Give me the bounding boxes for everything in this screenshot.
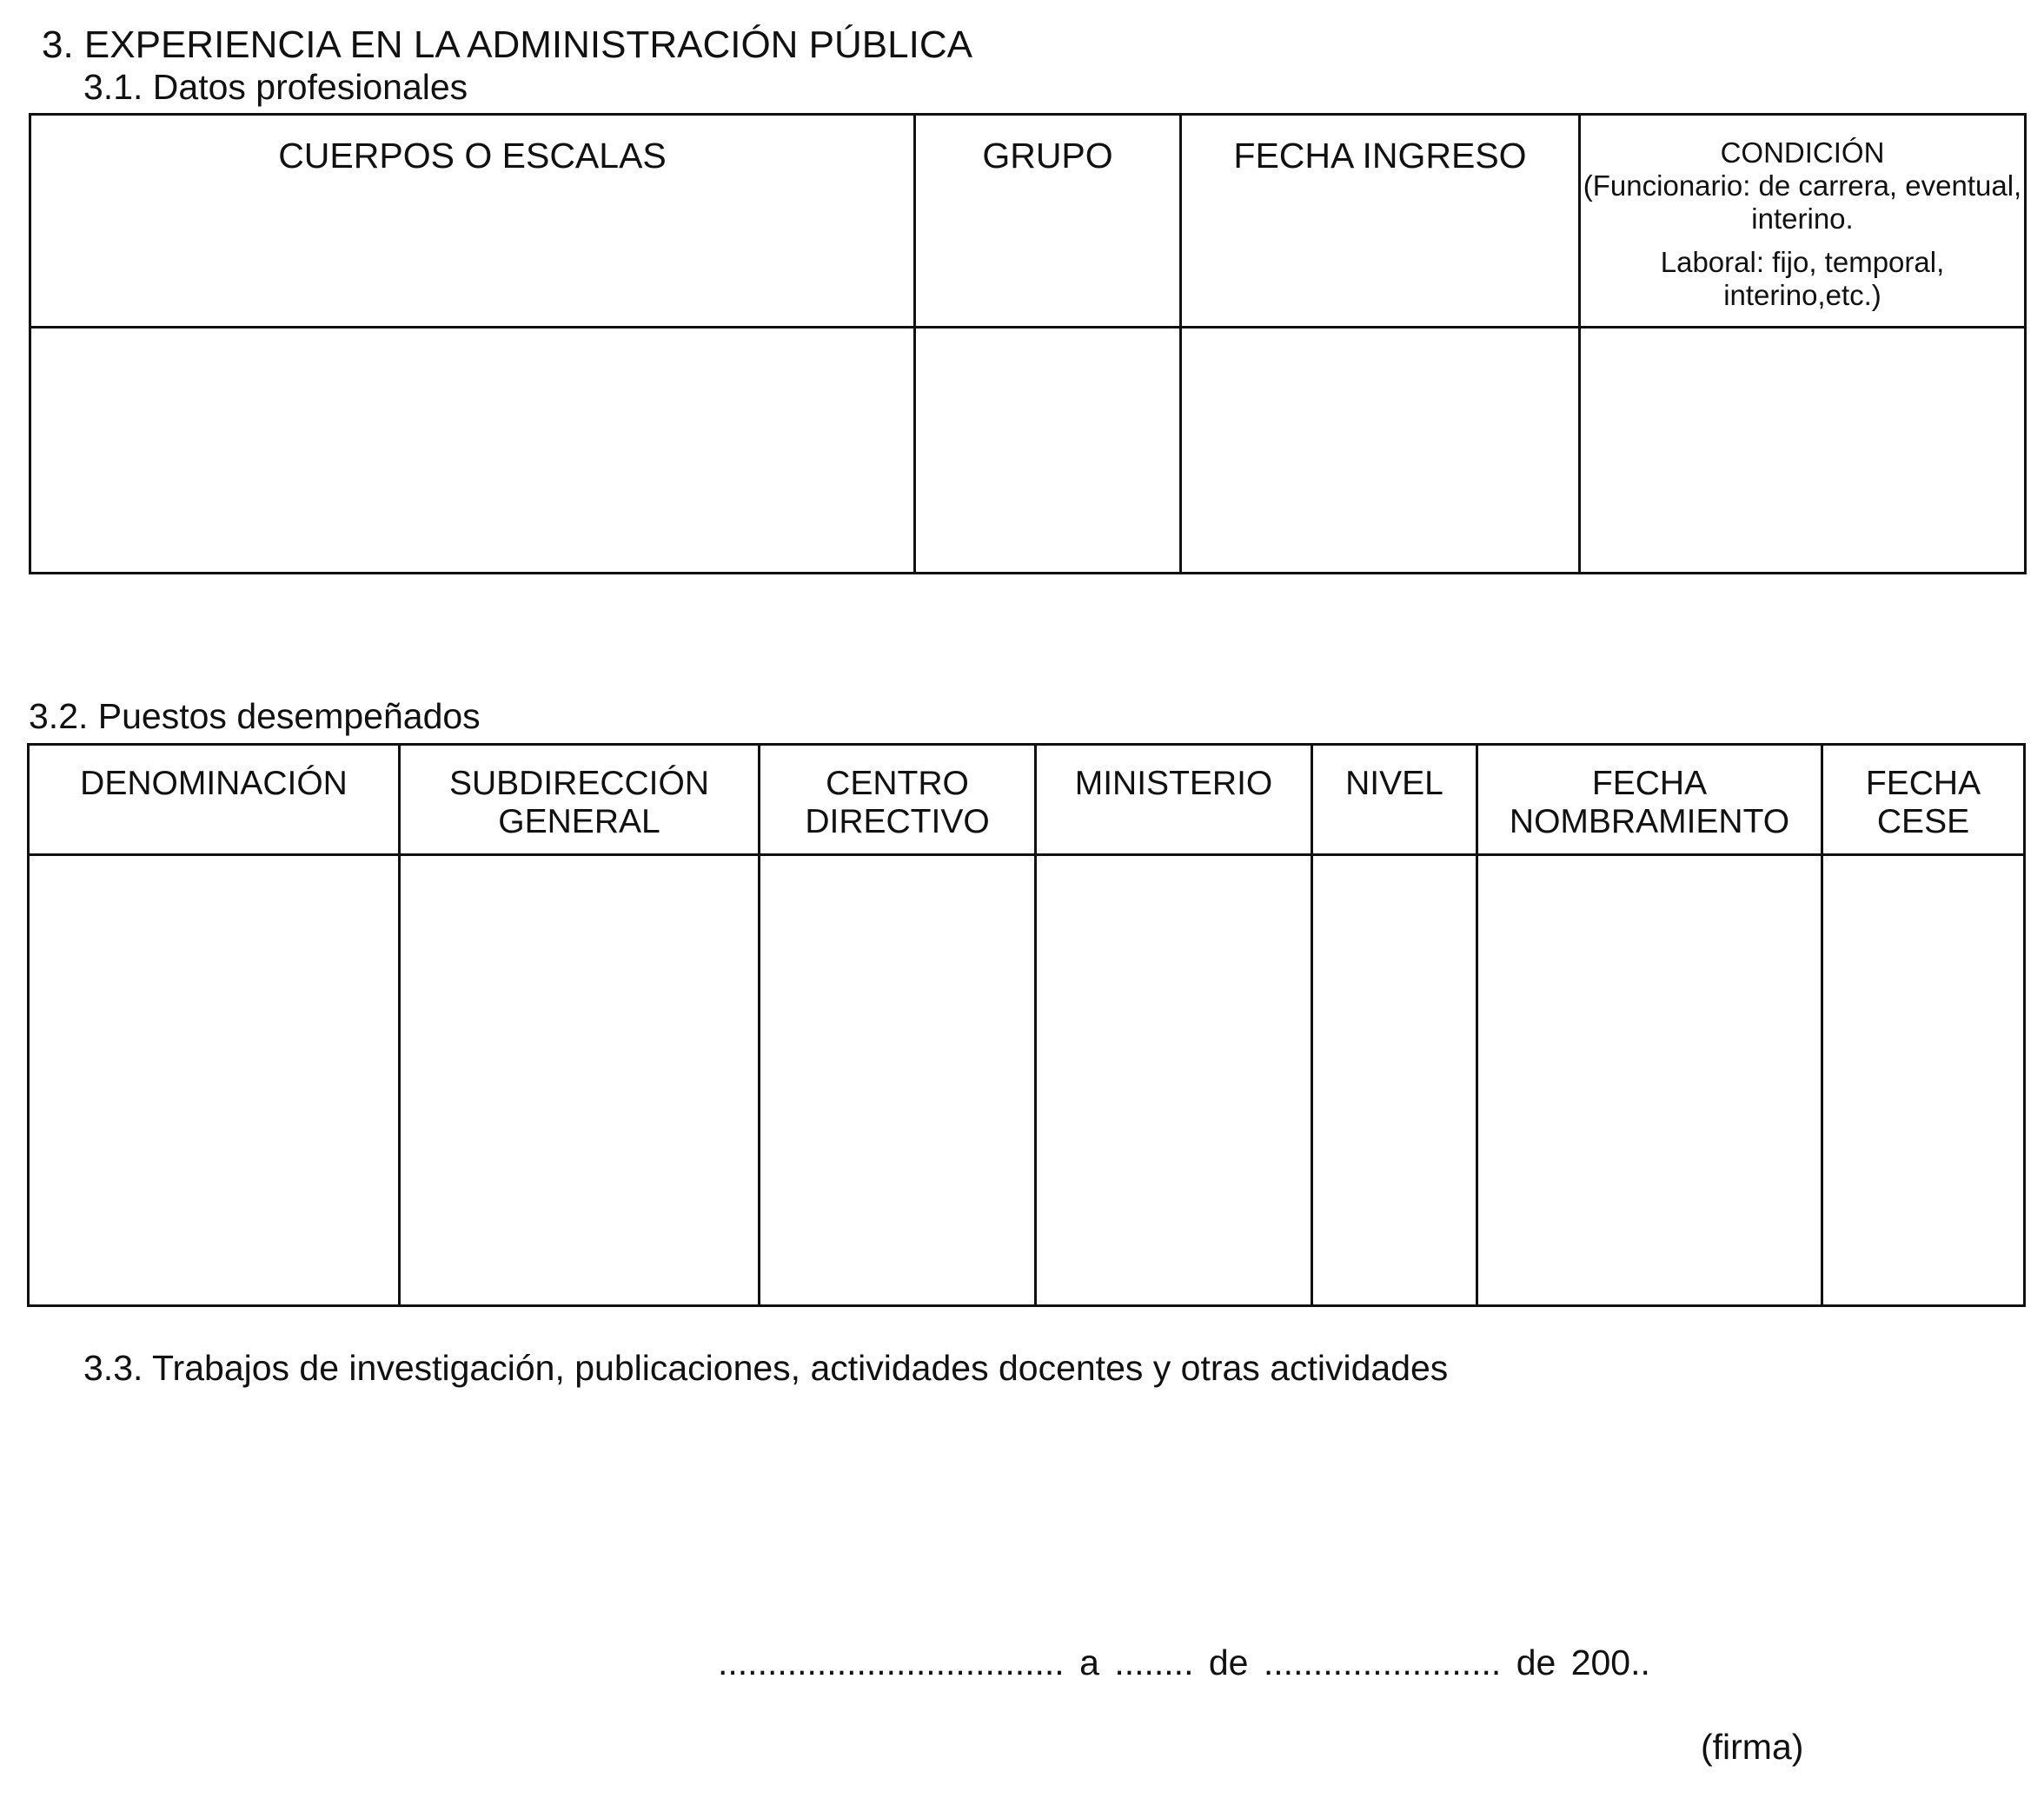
header-label: SUBDIRECCIÓN GENERAL bbox=[448, 765, 710, 840]
header-label: NIVEL bbox=[1345, 765, 1443, 802]
table-header-row bbox=[30, 115, 2026, 328]
firma-label: (firma) bbox=[1701, 1727, 1804, 1767]
fecha-cese-field[interactable] bbox=[1822, 855, 2025, 1306]
header-label: FECHA NOMBRAMIENTO bbox=[1509, 765, 1790, 840]
header-label: FECHA INGRESO bbox=[1233, 136, 1527, 176]
year-field[interactable]: 200.. bbox=[1570, 1642, 1650, 1682]
header-label: GRUPO bbox=[982, 136, 1113, 176]
nivel-field[interactable] bbox=[1312, 855, 1477, 1306]
centro-directivo-field[interactable] bbox=[760, 855, 1036, 1306]
header-label: DENOMINACIÓN bbox=[80, 765, 348, 802]
date-connector-de: de bbox=[1516, 1642, 1556, 1682]
header-centro-directivo bbox=[760, 745, 1036, 855]
place-field[interactable]: ................................... bbox=[718, 1642, 1065, 1682]
grupo-field[interactable] bbox=[915, 328, 1181, 574]
fecha-nombramiento-field[interactable] bbox=[1477, 855, 1822, 1306]
table-header-row bbox=[29, 745, 2025, 855]
condicion-funcionario: (Funcionario: de carrera, eventual, interino. bbox=[1583, 169, 2022, 235]
table-row bbox=[29, 855, 2025, 1306]
header-cuerpos-escalas bbox=[30, 115, 915, 328]
month-field[interactable]: ........................ bbox=[1263, 1642, 1502, 1682]
subdireccion-general-field[interactable] bbox=[400, 855, 760, 1306]
day-field[interactable]: ........ bbox=[1114, 1642, 1194, 1682]
trabajos-title: 3.3. Trabajos de investigación, publicaciones, actividades docentes y otras actividades bbox=[83, 1348, 1449, 1388]
header-denominacion bbox=[29, 745, 400, 855]
datos-profesionales-title: 3.1. Datos profesionales bbox=[83, 67, 468, 107]
cuerpos-escalas-field[interactable] bbox=[30, 328, 915, 574]
ministerio-field[interactable] bbox=[1036, 855, 1312, 1306]
denominacion-field[interactable] bbox=[29, 855, 400, 1306]
header-condicion bbox=[1580, 115, 2026, 328]
header-label: MINISTERIO bbox=[1074, 765, 1273, 802]
condicion-field[interactable] bbox=[1580, 328, 2026, 574]
puestos-title: 3.2. Puestos desempeñados bbox=[29, 696, 481, 736]
header-label: CENTRO DIRECTIVO bbox=[805, 765, 990, 840]
condicion-title: CONDICIÓN bbox=[1720, 136, 1885, 169]
trabajos-area[interactable] bbox=[29, 1399, 2024, 1616]
header-label: CUERPOS O ESCALAS bbox=[278, 136, 667, 176]
puestos-table bbox=[27, 743, 2026, 1307]
header-label: FECHA CESE bbox=[1865, 765, 1981, 840]
table-row bbox=[30, 328, 2026, 574]
section-title: 3. EXPERIENCIA EN LA ADMINISTRACIÓN PÚBLICA bbox=[42, 23, 972, 66]
date-connector-de: de bbox=[1208, 1642, 1249, 1682]
header-fecha-nombramiento bbox=[1477, 745, 1822, 855]
condicion-laboral: Laboral: fijo, temporal, interino,etc.) bbox=[1660, 246, 1945, 311]
header-condicion-text bbox=[1581, 116, 2024, 312]
header-fecha-cese bbox=[1822, 745, 2025, 855]
fecha-ingreso-field[interactable] bbox=[1181, 328, 1580, 574]
header-ministerio bbox=[1036, 745, 1312, 855]
signature-date-line bbox=[718, 1638, 1650, 1687]
header-fecha-ingreso bbox=[1181, 115, 1580, 328]
header-grupo bbox=[915, 115, 1181, 328]
date-connector-a: a bbox=[1079, 1642, 1099, 1682]
header-nivel bbox=[1312, 745, 1477, 855]
header-subdireccion-general bbox=[400, 745, 760, 855]
datos-profesionales-table bbox=[29, 113, 2027, 574]
